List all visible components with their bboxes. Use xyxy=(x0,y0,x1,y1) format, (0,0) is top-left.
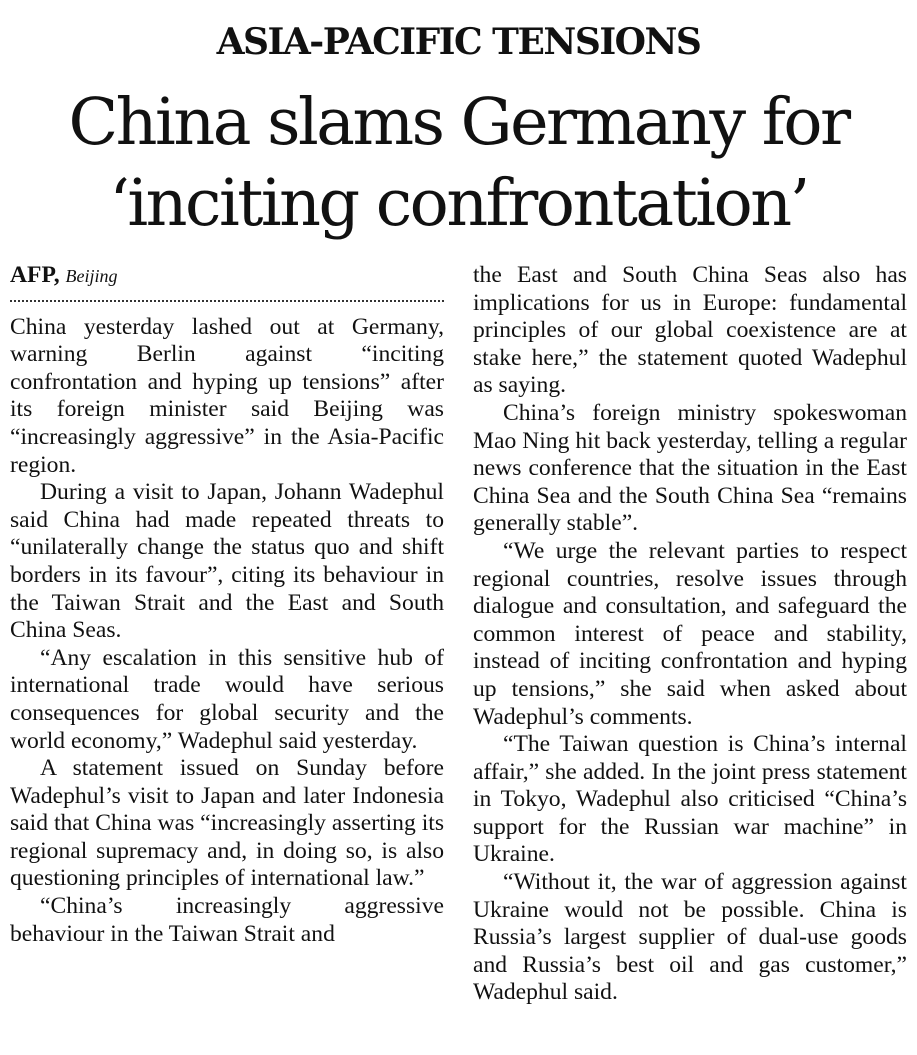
byline xyxy=(10,262,444,291)
paragraph: “Without it, the war of aggression against Ukraine would not be possible. China is Russia’s largest supplier of dual-use goods and Russia’s best oil and gas customer,” Wadephul said. xyxy=(473,869,907,1006)
paragraph: the East and South China Seas also has implications for us in Europe: fundamental principles of our global coexistence are at stake here,” the statement quoted Wadephul as saying. xyxy=(473,262,907,399)
article-column-left xyxy=(10,262,444,948)
byline-place: Beijing xyxy=(65,266,118,286)
article-column-right xyxy=(473,262,907,1007)
paragraph: China’s foreign ministry spokeswoman Mao Ning hit back yesterday, telling a regular news conference that the situation in the East China Sea and the South China Sea “remains generally stable”. xyxy=(473,399,907,537)
section-kicker: ASIA-PACIFIC TENSIONS xyxy=(216,21,701,63)
paragraph: A statement issued on Sunday before Wadephul’s visit to Japan and later Indonesia said that China was “increasingly asserting its regional supremacy and, in doing so, is also questioning principles of international law.” xyxy=(10,755,444,892)
headline-line-2: ‘inciting confrontation’ xyxy=(109,166,808,241)
byline-agency: AFP, xyxy=(10,262,60,288)
paragraph: “We urge the relevant parties to respect regional countries, resolve issues through dialogue and consultation, and safeguard the common interest of peace and stability, instead of inciting confrontation and hyping up tensions,” she said when asked about Wadephul’s comments. xyxy=(473,537,907,730)
paragraph: “Any escalation in this sensitive hub of international trade would have serious consequences for global security and the world economy,” Wadephul said yesterday. xyxy=(10,644,444,754)
headline xyxy=(0,82,917,244)
paragraph: China yesterday lashed out at Germany, warning Berlin against “inciting confrontation and hyping up tensions” after its foreign minister said Beijing was “increasingly aggressive” in the Asia-Pacific region. xyxy=(10,313,444,478)
paragraph: “China’s increasingly aggressive behaviour in the Taiwan Strait and xyxy=(10,893,444,947)
byline-divider xyxy=(10,300,444,302)
paragraph: During a visit to Japan, Johann Wadephul said China had made repeated threats to “unilaterally change the status quo and shift borders in its favour”, citing its behaviour in the Taiwan Strait and the East and South China Seas. xyxy=(10,479,444,644)
paragraph: “The Taiwan question is China’s internal affair,” she added. In the joint press statement in Tokyo, Wadephul also criticised “China’s support for the Russian war machine” in Ukraine. xyxy=(473,731,907,868)
headline-line-1: China slams Germany for xyxy=(68,85,849,160)
